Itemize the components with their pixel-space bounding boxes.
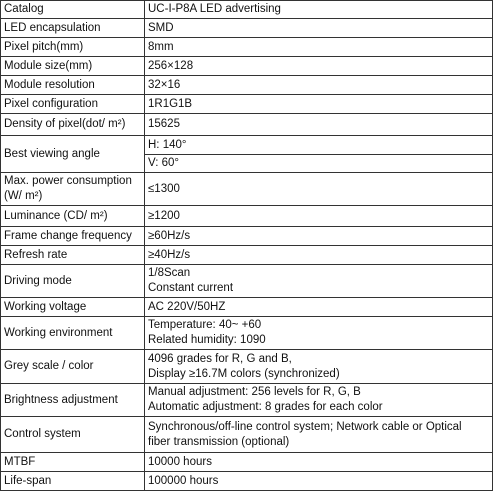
row-label: LED encapsulation	[1, 19, 145, 38]
row-value	[145, 350, 493, 384]
value-line: H: 140°	[145, 136, 492, 155]
row-label: Refresh rate	[1, 246, 145, 265]
table-row	[1, 453, 493, 472]
value-line: Temperature: 40~ +60	[148, 319, 262, 331]
table-row	[1, 136, 493, 173]
row-value	[145, 136, 493, 173]
value-line: Synchronous/off-line control system; Network cable or Optical	[148, 420, 462, 433]
row-label: Frame change frequency	[1, 227, 145, 246]
table-row	[1, 298, 493, 317]
table-row	[1, 95, 493, 114]
value-line: 4096 grades for R, G and B,	[148, 352, 292, 365]
row-value: ≥60Hz/s	[145, 227, 493, 246]
row-label: MTBF	[1, 453, 145, 472]
row-label: Module resolution	[1, 76, 145, 95]
table-row	[1, 57, 493, 76]
table-row	[1, 19, 493, 38]
row-value: ≤1300	[145, 173, 493, 206]
value-line: Manual adjustment: 256 levels for R, G, B	[148, 386, 361, 398]
table-row	[1, 246, 493, 265]
row-value: ≥40Hz/s	[145, 246, 493, 265]
value-line: Automatic adjustment: 8 grades for each color	[148, 401, 383, 413]
row-label: Density of pixel(dot/ m²)	[1, 114, 145, 136]
table-row	[1, 472, 493, 491]
row-value	[145, 417, 493, 453]
row-value: UC-I-P8A LED advertising	[145, 1, 493, 19]
value-line: fiber transmission (optional)	[148, 435, 290, 448]
table-row	[1, 227, 493, 246]
row-value: 15625	[145, 114, 493, 136]
row-label: Pixel pitch(mm)	[1, 38, 145, 57]
row-value: 256×128	[145, 57, 493, 76]
row-value: ≥1200	[145, 206, 493, 227]
row-value: SMD	[145, 19, 493, 38]
value-line: Related humidity: 1090	[148, 334, 266, 346]
spec-table-body	[1, 1, 493, 491]
row-value: 32×16	[145, 76, 493, 95]
value-line: 1/8Scan	[148, 267, 191, 279]
value-line: Display ≥16.7M colors (synchronized)	[148, 367, 340, 380]
table-row	[1, 173, 493, 206]
table-row	[1, 114, 493, 136]
table-row	[1, 417, 493, 453]
row-label: Best viewing angle	[1, 136, 145, 173]
table-row	[1, 76, 493, 95]
value-line: V: 60°	[148, 157, 180, 169]
row-label: Life-span	[1, 472, 145, 491]
row-value	[145, 265, 493, 298]
row-label: Working voltage	[1, 298, 145, 317]
row-value: 1R1G1B	[145, 95, 493, 114]
value-line: Constant current	[148, 282, 234, 294]
row-label: Module size(mm)	[1, 57, 145, 76]
row-label: Luminance (CD/ m²)	[1, 206, 145, 227]
row-label: Catalog	[1, 1, 145, 19]
row-value: 8mm	[145, 38, 493, 57]
row-label: Pixel configuration	[1, 95, 145, 114]
row-value: AC 220V/50HZ	[145, 298, 493, 317]
row-label: Brightness adjustment	[1, 384, 145, 417]
table-row	[1, 317, 493, 350]
table-row	[1, 265, 493, 298]
row-value	[145, 317, 493, 350]
row-label: Driving mode	[1, 265, 145, 298]
table-row	[1, 206, 493, 227]
table-row	[1, 384, 493, 417]
table-row	[1, 1, 493, 19]
row-label: Working environment	[1, 317, 145, 350]
row-value: 100000 hours	[145, 472, 493, 491]
row-label: Max. power consumption (W/ m²)	[1, 173, 145, 206]
table-row	[1, 350, 493, 384]
row-label: Grey scale / color	[1, 350, 145, 384]
row-value: 10000 hours	[145, 453, 493, 472]
row-value	[145, 384, 493, 417]
row-label: Control system	[1, 417, 145, 453]
table-row	[1, 38, 493, 57]
